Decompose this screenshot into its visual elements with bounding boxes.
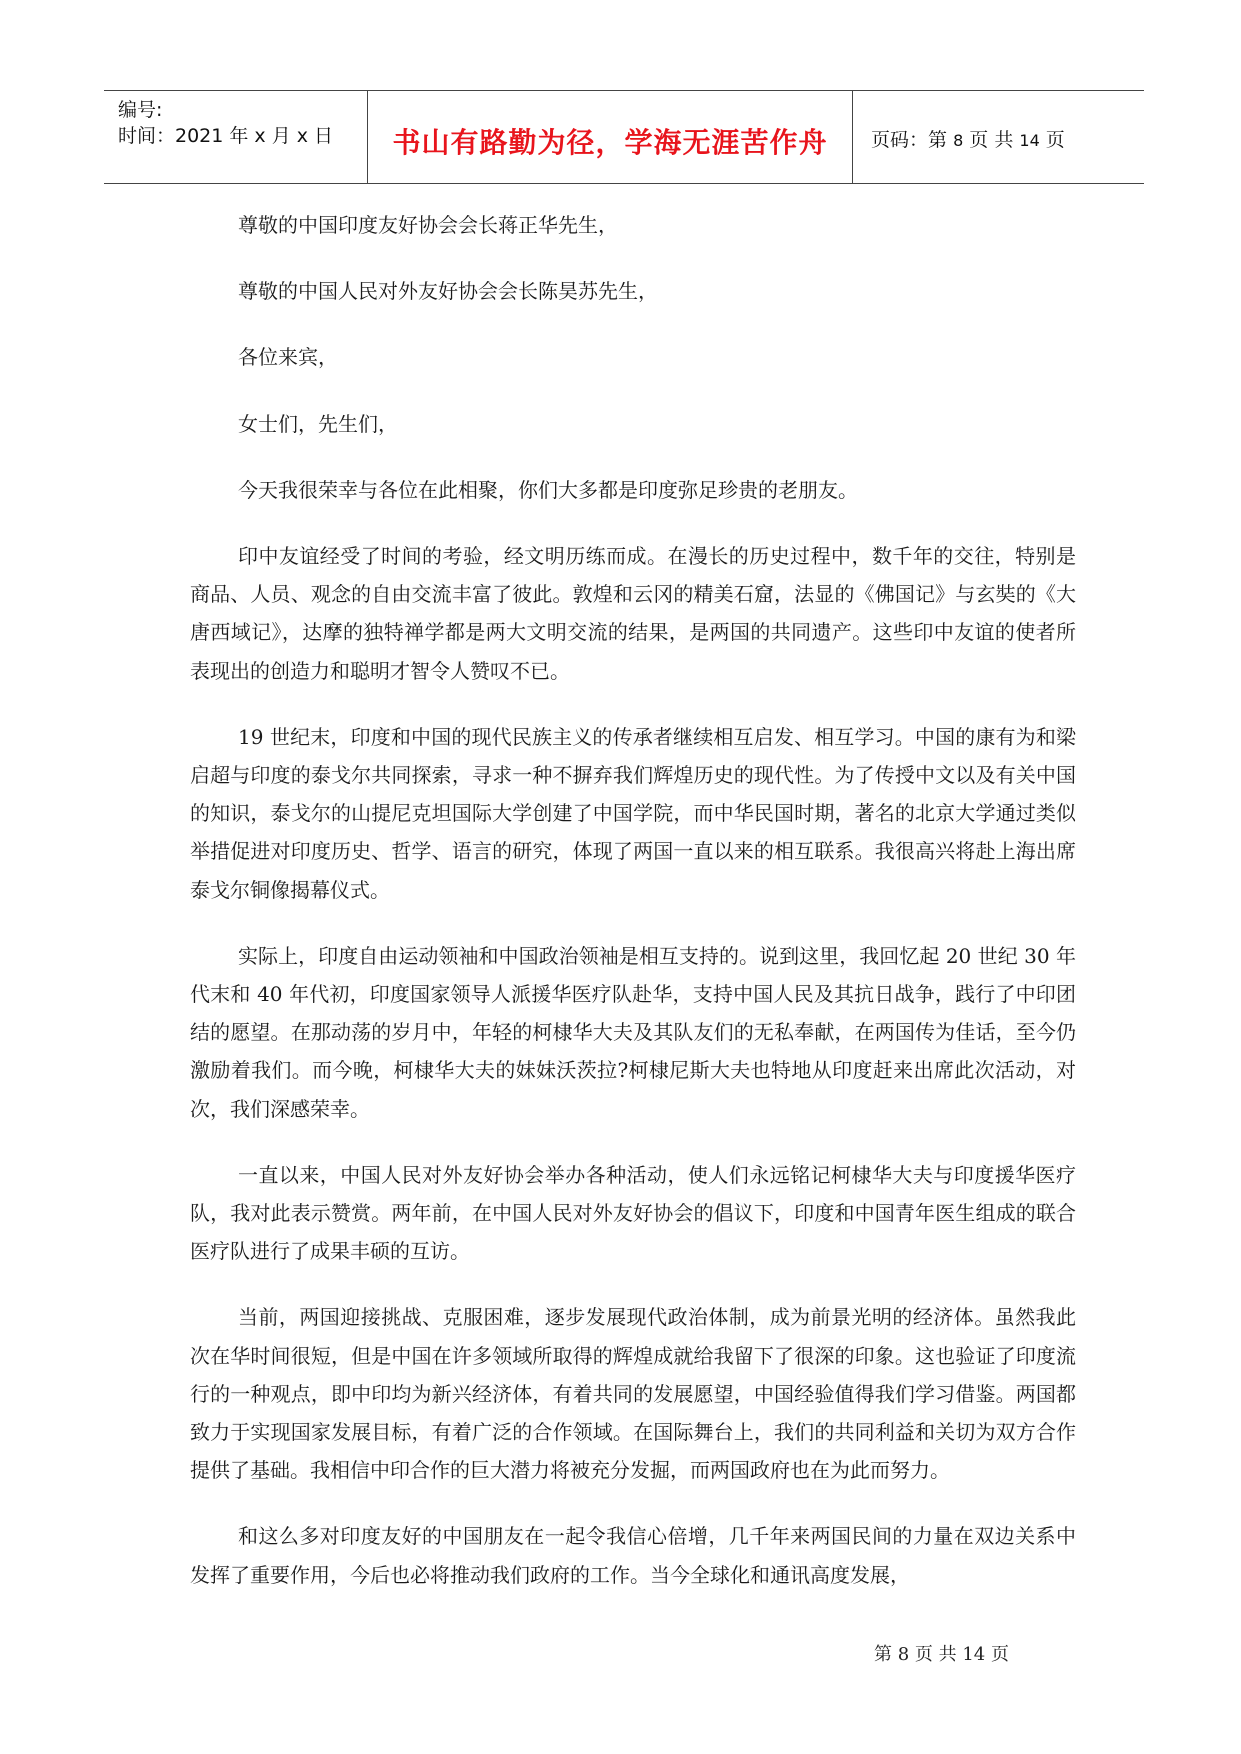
salutation-line: 尊敬的中国印度友好协会会长蒋正华先生， bbox=[238, 213, 618, 237]
page-header bbox=[104, 90, 1144, 184]
body-paragraph: 印中友谊经受了时间的考验，经文明历练而成。在漫长的历史过程中，数千年的交往，特别是商品、人员、观念的自由交流丰富了彼此。敦煌和云冈的精美石窟，法显的《佛国记》与玄奘的《大唐西域记》，达摩的独特禅学都是两大文明交流的结果，是两国的共同遗产。这些印中友谊的使者所表现出的创造力和聪明才智令人赞叹不已。 bbox=[190, 544, 1076, 683]
header-motto-cell bbox=[368, 91, 853, 183]
body-paragraph: 一直以来，中国人民对外友好协会举办各种活动，使人们永远铭记柯棣华大夫与印度援华医疗队，我对此表示赞赏。两年前，在中国人民对外友好协会的倡议下，印度和中国青年医生组成的联合医疗队进行了成果丰硕的互访。 bbox=[190, 1162, 1076, 1264]
page-prefix: 页码：第 bbox=[871, 129, 948, 151]
salutation-line: 各位来宾， bbox=[238, 345, 338, 370]
page-suffix: 页 bbox=[1045, 129, 1065, 151]
body-paragraph: 和这么多对印度友好的中国朋友在一起令我信心倍增，几千年来两国民间的力量在双边关系中发挥了重要作用，今后也必将推动我们政府的工作。当今全球化和通讯高度发展， bbox=[190, 1524, 1076, 1587]
header-page-indicator bbox=[871, 125, 1065, 152]
document-time-label: 时间：2021 年 x 月 x 日 bbox=[118, 125, 334, 147]
page-current-number: 8 bbox=[953, 131, 964, 150]
header-info-cell bbox=[104, 91, 368, 183]
page-total-number: 14 bbox=[1019, 131, 1040, 150]
page-mid-text: 页 共 bbox=[969, 129, 1014, 151]
salutation-line: 女士们，先生们， bbox=[238, 411, 398, 436]
opening-line: 今天我很荣幸与各位在此相聚，你们大多都是印度弥足珍贵的老朋友。 bbox=[238, 477, 858, 502]
page-footer: 第 8 页 共 14 页 bbox=[874, 1644, 1009, 1665]
document-number-label: 编号: bbox=[118, 99, 163, 121]
document-body bbox=[190, 206, 1076, 1622]
body-paragraph: 当前，两国迎接挑战、克服困难，逐步发展现代政治体制，成为前景光明的经济体。虽然我此次在华时间很短，但是中国在许多领域所取得的辉煌成就给我留下了很深的印象。这也验证了印度流行的一种观点，即中印均为新兴经济体，有着共同的发展愿望，中国经验值得我们学习借鉴。两国都致力于实现国家发展目标，有着广泛的合作领域。在国际舞台上，我们的共同利益和关切为双方合作提供了基础。我相信中印合作的巨大潜力将被充分发掘，而两国政府也在为此而努力。 bbox=[190, 1305, 1076, 1483]
body-paragraph: 实际上，印度自由运动领袖和中国政治领袖是相互支持的。说到这里，我回忆起 20 世纪 30 年代末和 40 年代初，印度国家领导人派援华医疗队赴华，支持中国人民及其抗日战争，践行了中印团结的愿望。在那动荡的岁月中，年轻的柯棣华大夫及其队友们的无私奉献，在两国传为佳话，至今仍激励着我们。而今晚，柯棣华大夫的妹妹沃茨拉?柯棣尼斯大夫也特地从印度赶来出席此次活动，对次，我们深感荣幸。 bbox=[190, 943, 1076, 1121]
salutation-line: 尊敬的中国人民对外友好协会会长陈昊苏先生， bbox=[238, 279, 658, 304]
body-paragraph: 19 世纪末，印度和中国的现代民族主义的传承者继续相互启发、相互学习。中国的康有为和梁启超与印度的泰戈尔共同探索，寻求一种不摒弃我们辉煌历史的现代性。为了传授中文以及有关中国的知识，泰戈尔的山提尼克坦国际大学创建了中国学院，而中华民国时期，著名的北京大学通过类似举措促进对印度历史、哲学、语言的研究，体现了两国一直以来的相互联系。我很高兴将赴上海出席泰戈尔铜像揭幕仪式。 bbox=[190, 724, 1076, 902]
header-motto: 书山有路勤为径，学海无涯苦作舟 bbox=[392, 126, 828, 159]
header-page-cell bbox=[853, 91, 1144, 183]
